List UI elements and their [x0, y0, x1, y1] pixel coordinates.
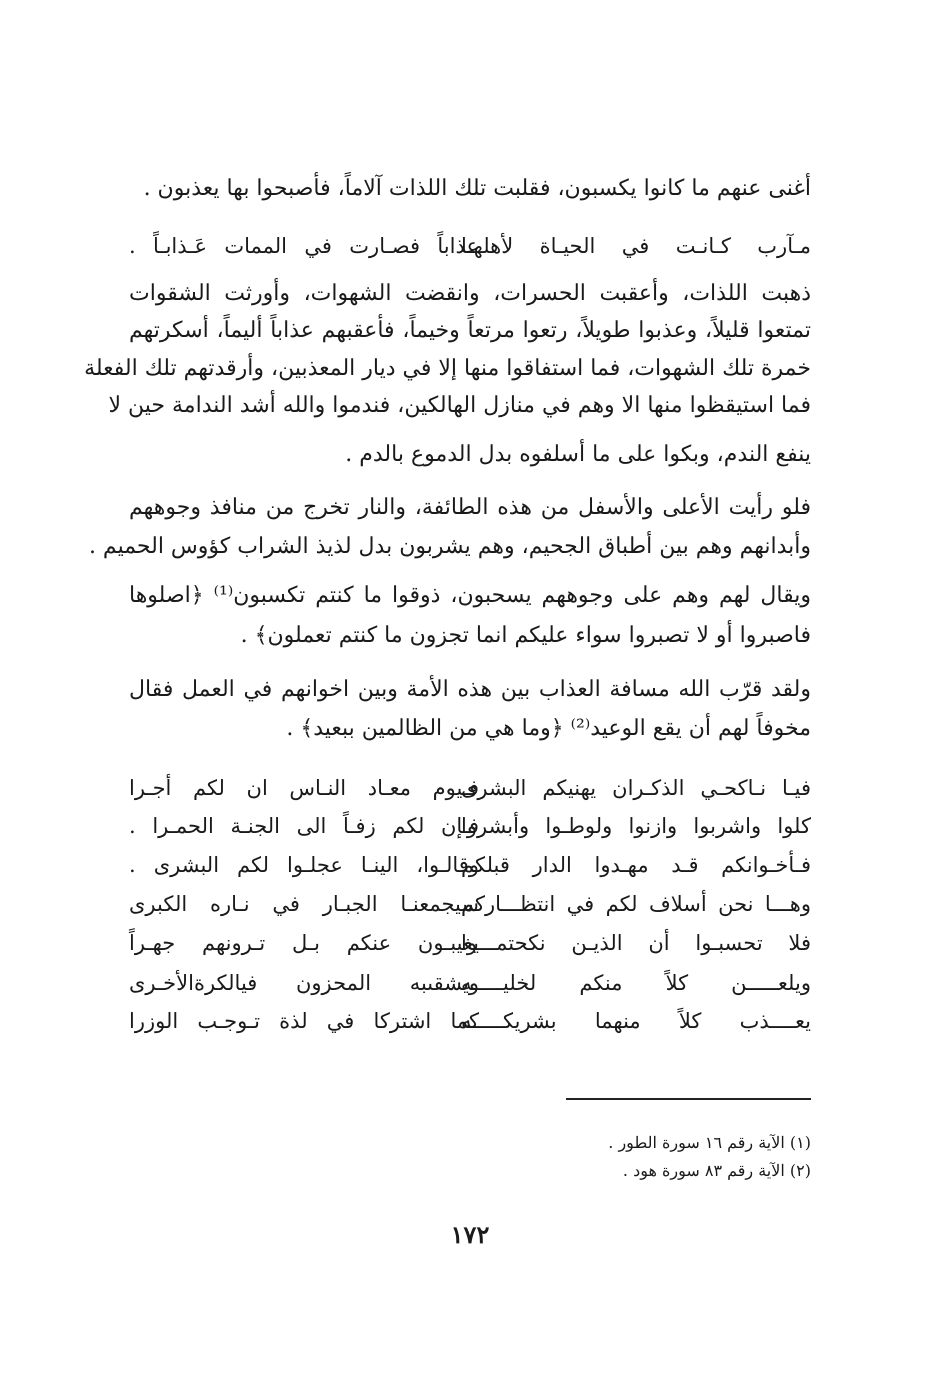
poem-left-hemistich: فـيوم معـاد النـاس ان لكم أجـرا: [129, 776, 479, 800]
poem-couplet-4: [129, 889, 811, 919]
poem-couplet-2: [129, 811, 811, 841]
poem-left-hemistich: وقالـوا، الينـا عجلـوا لكم البشرى .: [129, 853, 479, 877]
verse-top-right-hemistich: مـآرب كـانـت في الحيـاة لأهلهـا: [461, 234, 811, 258]
poem-right-hemistich: فيـا نـاكحـي الذكـران يهنيكم البشرى: [461, 776, 811, 800]
footnote-1: (١) الآية رقم ١٦ سورة الطور .: [608, 1133, 811, 1152]
verse-couplet-top: [129, 231, 811, 261]
poem-left-hemistich: كما اشتركا في لذة تـوجـب الوزرا: [129, 1009, 479, 1033]
paragraph-4-line-0: ولقد قرّب الله مسافة العذاب بين هذه الأمة وبين اخوانهم في العمل فقال: [129, 677, 811, 702]
poem-left-hemistich: سيجمعنـا الجبـار في نـاره الكبرى: [129, 892, 479, 916]
paragraph-3-line-0: ويقال لهم وهم على وجوههم يسحبون، ذوقوا ما كنتم تكسبون⁽¹⁾ ﴿اصلوها: [129, 583, 811, 608]
poem-right-hemistich: وهـــا نحن أسلاف لكم في انتظـــاركم: [461, 892, 811, 916]
poem-right-hemistich: ويلعـــــن كلاً منكم لخليـــــه: [461, 971, 811, 995]
poem-couplet-6: [129, 968, 811, 998]
paragraph-1-line-2: خمرة تلك الشهوات، فما استفاقوا منها إلا في ديار المعذبين، وأرقدتهم تلك الفعلة: [84, 356, 811, 381]
paragraph-1-line-1: تمتعوا قليلاً، وعذبوا طويلاً، رتعوا مرتعاً وخيماً، فأعقبهم عذاباً أليماً، أسكرتهم: [129, 318, 811, 343]
paragraph-0-line-0: أغنى عنهم ما كانوا يكسبون، فقلبت تلك اللذات آلاماً، فأصبحوا بها يعذبون .: [143, 176, 811, 201]
paragraph-1-line-4: ينفع الندم، وبكوا على ما أسلفوه بدل الدموع بالدم .: [345, 442, 811, 467]
poem-right-hemistich: فـأخـوانكم قـد مهـدوا الدار قبلكم: [461, 853, 811, 877]
poem-left-hemistich: يغيبـون عنكم بـل تـرونهم جهـراً: [129, 931, 479, 955]
poem-right-hemistich: يعــــذب كلاً منهما بشريكـــــه: [461, 1009, 811, 1033]
paragraph-1-line-3: فما استيقظوا منها الا وهم في منازل الهالكين، فندموا والله أشد الندامة حين لا: [108, 393, 811, 418]
page-number: ١٧٢: [450, 1220, 490, 1249]
poem-right-hemistich: فلا تحسبـوا أن الذيـن نكحتمـــوا: [461, 931, 811, 955]
poem-left-hemistich: فـإن لكم زفـاً الى الجنـة الحمـرا .: [129, 814, 479, 838]
paragraph-2-line-1: وأبدانهم وهم بين أطباق الجحيم، وهم يشربون بدل لذيذ الشراب كؤوس الحميم .: [88, 534, 811, 559]
poem-right-hemistich: كلوا واشربوا وازنوا ولوطـوا وأبشروا: [461, 814, 811, 838]
verse-top-left-hemistich: عذاباً فصـارت في الممات عَـذابـاً .: [129, 234, 479, 258]
footnote-2: (٢) الآية رقم ٨٣ سورة هود .: [622, 1161, 811, 1180]
footnote-separator-rule: [566, 1098, 811, 1100]
poem-couplet-5: [129, 928, 811, 958]
poem-couplet-1: [129, 773, 811, 803]
poem-left-hemistich: ويشقىبه المحزون فيالكرةالأخـرى: [129, 971, 479, 995]
paragraph-3-line-1: فاصبروا أو لا تصبروا سواء عليكم انما تجزون ما كنتم تعملون﴾ .: [240, 623, 811, 648]
poem-couplet-3: [129, 850, 811, 880]
paragraph-2-line-0: فلو رأيت الأعلى والأسفل من هذه الطائفة، والنار تخرج من منافذ وجوههم: [129, 495, 811, 520]
paragraph-4-line-1: مخوفاً لهم أن يقع الوعيد⁽²⁾ ﴿وما هي من الظالمين ببعيد﴾ .: [286, 716, 811, 741]
paragraph-1-line-0: ذهبت اللذات، وأعقبت الحسرات، وانقضت الشهوات، وأورثت الشقوات: [129, 281, 811, 306]
poem-couplet-7: [129, 1006, 811, 1036]
